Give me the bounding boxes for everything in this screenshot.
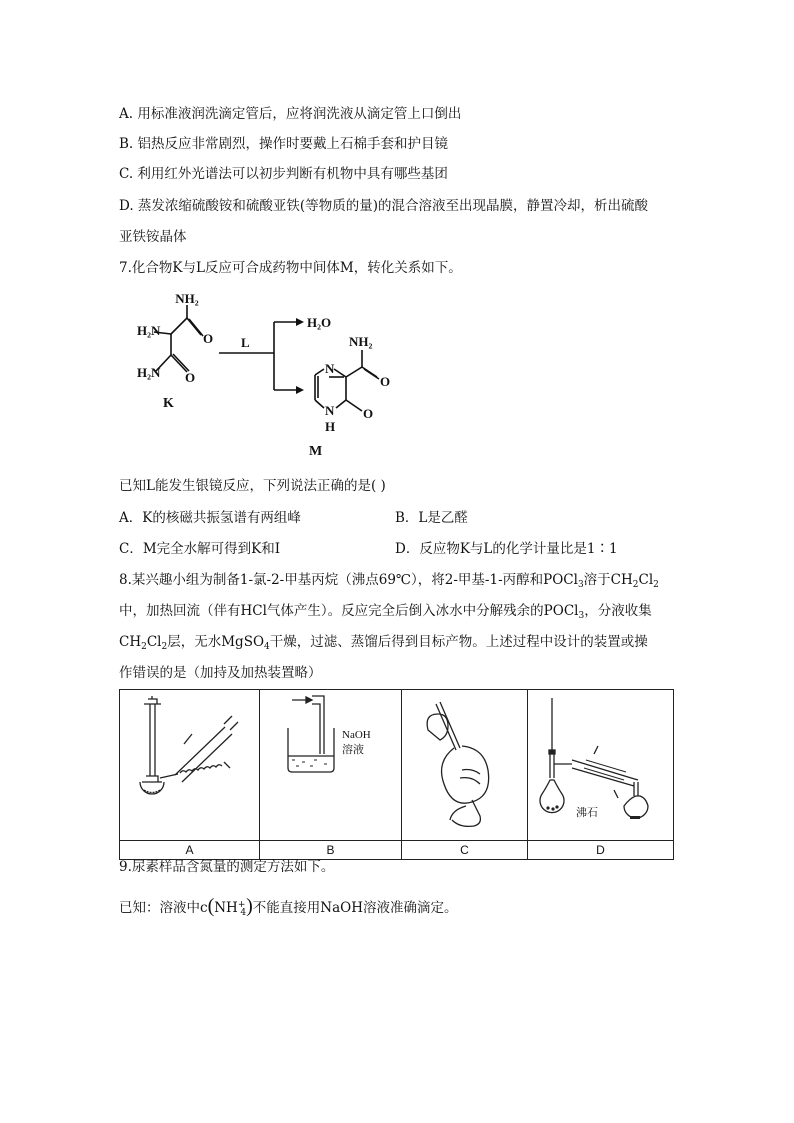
q7-option-d: D．反应物K与L的化学计量比是1∶1 [395, 541, 618, 557]
q8-line-4: 作错误的是（加持及加热装置略） [119, 665, 322, 681]
q8-line-3-mid: Cl [146, 634, 162, 650]
subscript: 3 [577, 580, 584, 590]
q6-option-d-line1: D. 蒸发浓缩硫酸铵和硫酸亚铁(等物质的量)的混合溶液至出现晶膜，静置冷却，析出硫酸 [119, 198, 648, 214]
reagent-l-label: L [241, 335, 250, 350]
q7-option-c: C．M完全水解可得到K和I [119, 541, 281, 557]
apparatus-table [119, 689, 674, 860]
q8-line-1 [119, 570, 659, 590]
q6-option-a: A. 用标准液润洗滴定管后，应将润洗液从滴定管上口倒出 [119, 106, 462, 122]
m-oxygen-ketone-label: O [363, 406, 374, 421]
caption-c: C [402, 841, 528, 860]
q6-option-c: C. 利用红外光谱法可以初步判断有机物中具有哪些基团 [119, 166, 448, 182]
naoh-label-1: NaOH [342, 729, 371, 741]
subscript: 3 [578, 611, 585, 621]
q8-line-1-text: 8.某兴趣小组为制备1-氯-2-甲基丙烷（沸点69℃），将2-甲基-1-丙醇和POCl [119, 572, 578, 588]
m-hydrogen-label: H [325, 419, 336, 434]
q9-stem: 9.尿素样品含氮量的测定方法如下。 [119, 859, 335, 875]
byproduct-water-label: H₂O [307, 315, 332, 330]
subscript: 4 [264, 642, 270, 652]
right-paren: ) [246, 895, 253, 917]
reaction-scheme [119, 285, 449, 465]
apparatus-d-cell [528, 690, 674, 841]
ammonium-ion: NH [214, 900, 238, 916]
boiling-chip-label: 沸石 [576, 807, 598, 819]
q8-line-2-post: ，分液收集 [584, 603, 652, 619]
q9-known-post: 不能直接用NaOH溶液准确滴定。 [252, 900, 458, 916]
reflux-apparatus-icon [120, 690, 259, 836]
subscript: 2 [161, 642, 168, 652]
distillation-apparatus-icon [528, 690, 673, 836]
ion-subscript: 4 [240, 908, 247, 918]
m-oxygen-amide-label: O [380, 374, 391, 389]
q8-line-3-post: 干燥，过滤、蒸馏后得到目标产物。上述过程中设计的装置或操 [269, 634, 648, 650]
q7-option-a: A．K的核磁共振氢谱有两组峰 [119, 510, 301, 526]
subscript: 2 [632, 580, 639, 590]
q6-option-b: B. 铝热反应非常剧烈，操作时要戴上石棉手套和护目镜 [119, 136, 449, 152]
m-amide-label: NH₂ [349, 334, 373, 349]
q8-line-2-text: 中，加热回流（伴有HCl气体产生）。反应完全后倒入冰水中分解残余的POCl [119, 603, 579, 619]
m-nitrogen-top-label: N [325, 361, 335, 376]
apparatus-a-cell [120, 690, 260, 841]
caption-d: D [528, 841, 674, 860]
q8-line-3-mid2: 层，无水MgSO [167, 634, 265, 650]
q7-stem: 7.化合物K与L反应可合成药物中间体M，转化关系如下。 [119, 260, 462, 276]
left-paren: ( [207, 895, 215, 917]
k-oxygen-1-label: O [203, 331, 214, 346]
subscript: 2 [141, 642, 147, 652]
q8-line-1-mid2: Cl [638, 572, 654, 588]
q8-line-2 [119, 601, 652, 621]
k-amine-label: H₂N [137, 323, 161, 338]
caption-b: B [260, 841, 402, 860]
q8-line-1-mid: 溶于CH [583, 572, 633, 588]
q6-option-d-line2: 亚铁铵晶体 [119, 229, 187, 245]
naoh-label-2: 溶液 [342, 744, 364, 756]
m-compound-label: M [309, 444, 323, 459]
k-top-amide-label: NH₂ [175, 291, 199, 306]
k-compound-label: K [163, 396, 174, 411]
apparatus-b-cell [260, 690, 402, 841]
q9-known [119, 896, 457, 918]
subscript: 2 [653, 580, 659, 590]
k-amide-label: H₂N [137, 365, 161, 380]
q9-known-pre: 已知：溶液中c [119, 900, 208, 916]
m-nitrogen-bottom-label: N [325, 403, 335, 418]
ion-charge: + [237, 900, 246, 910]
q7-option-b: B．L是乙醛 [395, 510, 468, 526]
gas-absorption-apparatus-icon [260, 690, 401, 836]
apparatus-c-cell [402, 690, 528, 841]
q7-known: 已知L能发生银镜反应，下列说法正确的是( ) [119, 478, 386, 494]
q8-line-3-text: CH [119, 634, 142, 650]
q8-line-3 [119, 632, 648, 652]
k-oxygen-2-label: O [185, 370, 196, 385]
separatory-funnel-shaking-icon [402, 690, 527, 836]
caption-a: A [120, 841, 260, 860]
